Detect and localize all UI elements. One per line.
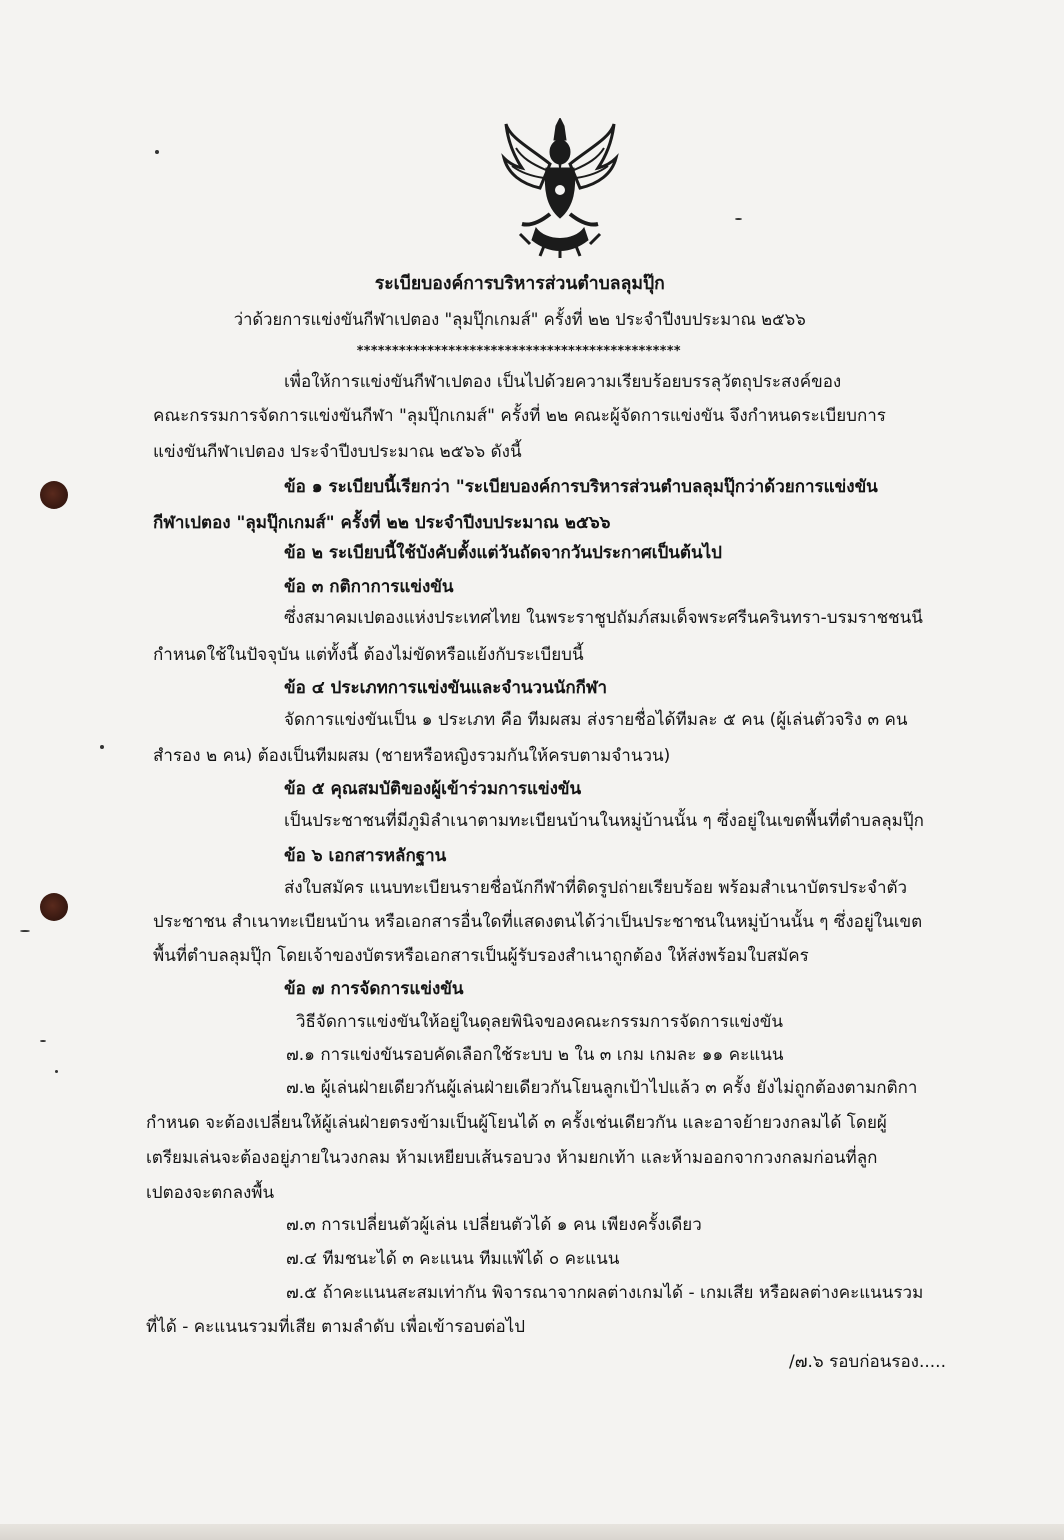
speck [40, 1040, 46, 1042]
clause-4-heading: ข้อ ๔ ประเภทการแข่งขันและจำนวนนักกีฬา [284, 678, 608, 698]
page-bottom-edge [0, 1524, 1064, 1540]
clause-7-5-line-1: ๗.๕ ถ้าคะแนนสะสมเท่ากัน พิจารณาจากผลต่างเกมได้ - เกมเสีย หรือผลต่างคะแนนรวม [286, 1283, 924, 1303]
separator-stars: ********************************************** [356, 344, 681, 359]
clause-5-body: เป็นประชาชนที่มีภูมิลำเนาตามทะเบียนบ้านในหมู่บ้านนั้น ๆ ซึ่งอยู่ในเขตพื้นที่ตำบลลุมปุ๊ก [284, 811, 924, 831]
clause-7-3: ๗.๓ การเปลี่ยนตัวผู้เล่น เปลี่ยนตัวได้ ๑ คน เพียงครั้งเดียว [286, 1215, 702, 1235]
document-title: ระเบียบองค์การบริหารส่วนตำบลลุมปุ๊ก [374, 273, 665, 294]
clause-7-intro: วิธีจัดการแข่งขันให้อยู่ในดุลยพินิจของคณะกรรมการจัดการแข่งขัน [296, 1012, 784, 1032]
clause-3-line-1: ซึ่งสมาคมเปตองแห่งประเทศไทย ในพระราชูปถัมภ์สมเด็จพระศรีนครินทรา-บรมราชชนนี [284, 608, 923, 628]
speck [100, 745, 104, 749]
clause-4-line-1: จัดการแข่งขันเป็น ๑ ประเภท คือ ทีมผสม ส่งรายชื่อได้ทีมละ ๕ คน (ผู้เล่นตัวจริง ๓ คน [284, 710, 908, 730]
clause-1-line-2: กีฬาเปตอง "ลุมปุ๊กเกมส์" ครั้งที่ ๒๒ ประจำปีงบประมาณ ๒๕๖๖ [153, 513, 611, 533]
clause-3-heading: ข้อ ๓ กติกาการแข่งขัน [284, 577, 454, 597]
clause-5-heading: ข้อ ๕ คุณสมบัติของผู้เข้าร่วมการแข่งขัน [284, 779, 582, 799]
clause-3-line-2: กำหนดใช้ในปัจจุบัน แต่ทั้งนี้ ต้องไม่ขัดหรือแย้งกับระเบียบนี้ [153, 645, 584, 665]
intro-line-2: คณะกรรมการจัดการแข่งขันกีฬา "ลุมปุ๊กเกมส์" ครั้งที่ ๒๒ คณะผู้จัดการแข่งขัน จึงกำหนดระเบียบการ [153, 406, 886, 426]
clause-7-1: ๗.๑ การแข่งขันรอบคัดเลือกใช้ระบบ ๒ ใน ๓ เกม เกมละ ๑๑ คะแนน [286, 1045, 784, 1065]
garuda-emblem-icon [500, 118, 620, 258]
clause-6-heading: ข้อ ๖ เอกสารหลักฐาน [284, 846, 447, 866]
intro-line-3: แข่งขันกีฬาเปตอง ประจำปีงบประมาณ ๒๕๖๖ ดังนี้ [153, 442, 522, 462]
continuation-note: /๗.๖ รอบก่อนรอง..... [788, 1352, 946, 1372]
clause-2: ข้อ ๒ ระเบียบนี้ใช้บังคับตั้งแต่วันถัดจากวันประกาศเป็นต้นไป [284, 543, 722, 563]
clause-6-line-2: ประชาชน สำเนาทะเบียนบ้าน หรือเอกสารอื่นใดที่แสดงตนได้ว่าเป็นประชาชนในหมู่บ้านนั้น ๆ ซึ่งอยู่ในเขต [153, 912, 923, 932]
clause-7-heading: ข้อ ๗ การจัดการแข่งขัน [284, 979, 464, 999]
punch-hole-top [40, 481, 68, 509]
speck [155, 150, 159, 154]
clause-7-2-line-4: เปตองจะตกลงพื้น [146, 1183, 275, 1203]
intro-line-1: เพื่อให้การแข่งขันกีฬาเปตอง เป็นไปด้วยความเรียบร้อยบรรลุวัตถุประสงค์ของ [284, 372, 842, 392]
clause-1-line-1: ข้อ ๑ ระเบียบนี้เรียกว่า "ระเบียบองค์การบริหารส่วนตำบลลุมปุ๊กว่าด้วยการแข่งขัน [284, 477, 878, 497]
speck [20, 930, 30, 932]
clause-4-line-2: สำรอง ๒ คน) ต้องเป็นทีมผสม (ชายหรือหญิงรวมกันให้ครบตามจำนวน) [153, 746, 671, 766]
clause-7-2-line-1: ๗.๒ ผู้เล่นฝ่ายเดียวกันผู้เล่นฝ่ายเดียวกันโยนลูกเป้าไปแล้ว ๓ ครั้ง ยังไม่ถูกต้องตามกติกา [286, 1078, 918, 1098]
clause-6-line-3: พื้นที่ตำบลลุมปุ๊ก โดยเจ้าของบัตรหรือเอกสารเป็นผู้รับรองสำเนาถูกต้อง ให้ส่งพร้อมใบสมัคร [153, 946, 809, 966]
clause-7-5-line-2: ที่ได้ - คะแนนรวมที่เสีย ตามลำดับ เพื่อเข้ารอบต่อไป [146, 1317, 525, 1337]
punch-hole-bottom [40, 893, 68, 921]
clause-7-2-line-2: กำหนด จะต้องเปลี่ยนให้ผู้เล่นฝ่ายตรงข้ามเป็นผู้โยนได้ ๓ ครั้งเช่นเดียวกัน และอาจย้ายวงกลมได้ โดยผู้ [146, 1113, 887, 1133]
speck [735, 218, 742, 220]
clause-7-2-line-3: เตรียมเล่นจะต้องอยู่ภายในวงกลม ห้ามเหยียบเส้นรอบวง ห้ามยกเท้า และห้ามออกจากวงกลมก่อนที่ลูก [146, 1148, 878, 1168]
clause-6-line-1: ส่งใบสมัคร แนบทะเบียนรายชื่อนักกีฬาที่ติดรูปถ่ายเรียบร้อย พร้อมสำเนาบัตรประจำตัว [284, 878, 908, 898]
document-subtitle: ว่าด้วยการแข่งขันกีฬาเปตอง "ลุมปุ๊กเกมส์" ครั้งที่ ๒๒ ประจำปีงบประมาณ ๒๕๖๖ [233, 310, 806, 330]
clause-7-4: ๗.๔ ทีมชนะได้ ๓ คะแนน ทีมแพ้ได้ ๐ คะแนน [286, 1249, 620, 1269]
speck [55, 1070, 58, 1073]
